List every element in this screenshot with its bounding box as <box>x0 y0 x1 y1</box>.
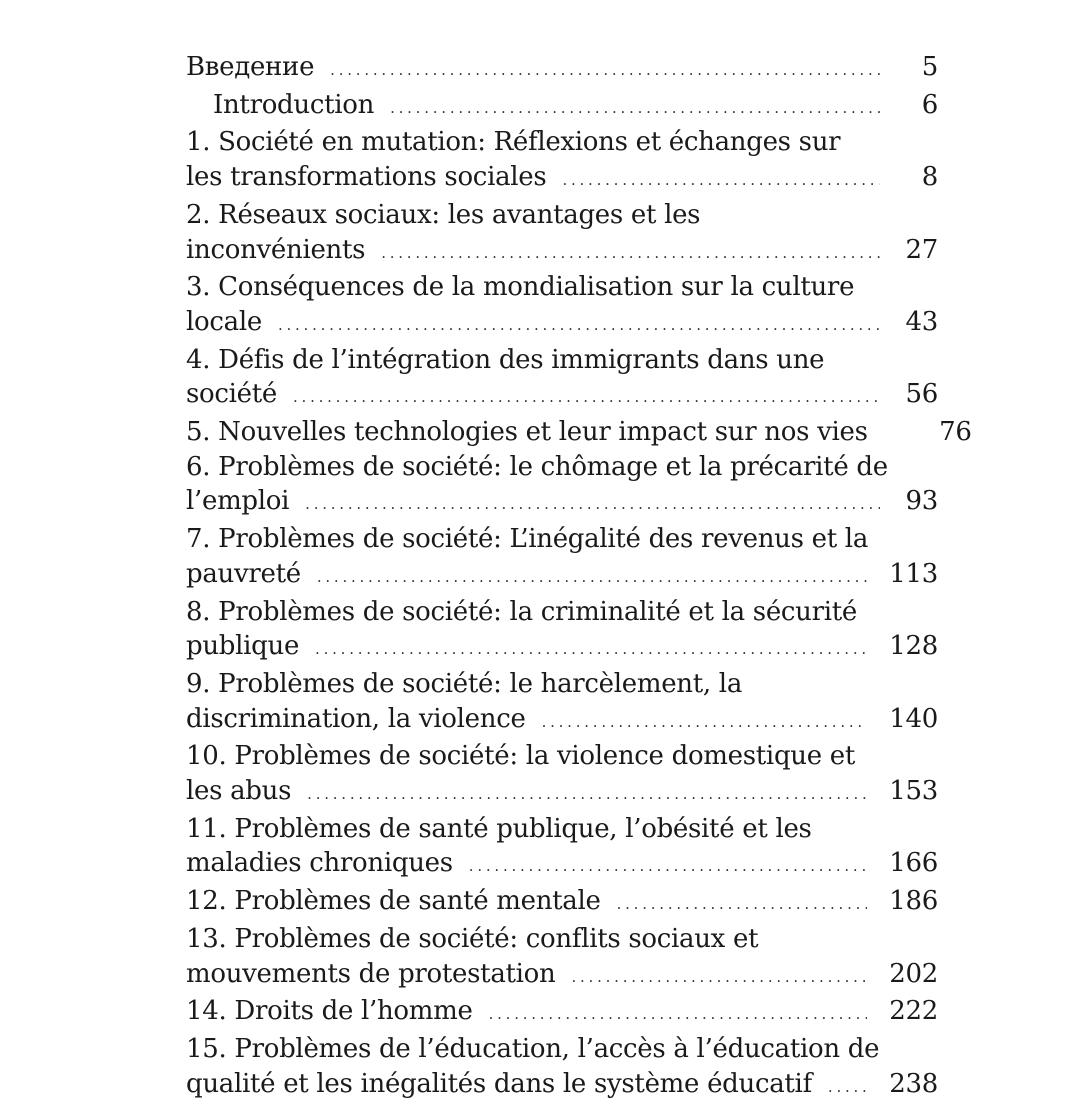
toc-entry-title-line: les transformations sociales <box>186 162 547 193</box>
dot-leader <box>562 163 880 198</box>
toc-entry[interactable] <box>186 88 938 126</box>
toc-entry-row <box>186 702 938 740</box>
toc-entry-title-line: 13. Problèmes de société: conflits sociaux et <box>186 923 759 954</box>
toc-entry-row <box>186 884 938 922</box>
toc-entry-title-line: inconvénients <box>186 234 366 265</box>
toc-entry[interactable] <box>186 198 938 270</box>
toc-entry-row <box>186 1067 938 1104</box>
toc-entry-title-line: 3. Conséquences de la mondialisation sur la culture <box>186 272 855 303</box>
toc-page-number: 27 <box>905 234 938 265</box>
toc-entry[interactable] <box>186 343 938 415</box>
toc-entry-title-line: locale <box>186 306 262 337</box>
dot-leader <box>315 632 867 667</box>
toc-entry-title-line: maladies chroniques <box>186 848 453 879</box>
toc-page-number: 128 <box>889 631 938 662</box>
toc-entry-row <box>186 484 938 522</box>
dot-leader <box>278 308 880 343</box>
toc-entry-row <box>186 88 938 126</box>
toc-entry-row <box>186 377 938 415</box>
toc-page-number: 140 <box>889 703 938 734</box>
toc-entry-row <box>186 305 938 343</box>
toc-entry-title-line: 10. Problèmes de société: la violence domestique et <box>186 741 856 772</box>
toc-entry-title-line: publique <box>186 631 300 662</box>
dot-leader <box>542 705 868 740</box>
dot-leader <box>330 53 880 88</box>
toc-entry-title-line: 15. Problèmes de l’éducation, l’accès à l’éducation de <box>186 1033 880 1064</box>
toc-entry[interactable] <box>186 1032 938 1104</box>
toc-entry[interactable] <box>186 884 938 922</box>
toc-entry-row <box>186 846 938 884</box>
toc-entry[interactable] <box>186 667 938 739</box>
toc-entry-title-line: Введение <box>186 52 315 82</box>
toc-entry[interactable] <box>186 522 938 594</box>
toc-entry-title-line: 14. Droits de l’homme <box>186 996 473 1027</box>
dot-leader <box>571 960 867 995</box>
toc-entry-title-line: Introduction <box>213 89 375 120</box>
toc-entry-row <box>186 629 938 667</box>
toc-entry[interactable] <box>186 739 938 811</box>
toc-page-number: 153 <box>889 776 938 807</box>
toc-page-number: 238 <box>889 1068 938 1099</box>
toc-entry[interactable] <box>186 50 938 88</box>
toc-page-number: 76 <box>939 417 972 448</box>
toc-page-number: 6 <box>921 89 938 120</box>
toc-entry[interactable] <box>186 125 938 197</box>
toc-page-number: 8 <box>921 162 938 193</box>
toc-entry[interactable] <box>186 922 938 994</box>
toc-entry-title-line: les abus <box>186 776 292 807</box>
toc-page-number: 202 <box>889 958 938 989</box>
dot-leader <box>828 1070 867 1104</box>
dot-leader <box>307 777 867 812</box>
dot-leader <box>469 849 867 884</box>
toc-entry-title-line: l’emploi <box>186 486 290 517</box>
toc-entry-row <box>186 994 938 1032</box>
toc-entry-title-line: pauvreté <box>186 558 301 589</box>
toc-page-number: 43 <box>905 306 938 337</box>
toc-entry-row <box>186 50 938 88</box>
toc-entry[interactable] <box>186 270 938 342</box>
toc-entry-title-line: 11. Problèmes de santé publique, l’obésité et les <box>186 813 812 844</box>
toc-entry-title-line: 7. Problèmes de société: L’inégalité des revenus et la <box>186 524 869 555</box>
toc-entry-title-line: 1. Société en mutation: Réflexions et échanges sur <box>186 127 841 158</box>
toc-entry-title-line: 4. Défis de l’intégration des immigrants dans une <box>186 344 825 375</box>
dot-leader <box>390 91 880 126</box>
toc-entry[interactable] <box>186 994 938 1032</box>
toc-entry[interactable] <box>186 812 938 884</box>
toc-entry-row <box>186 957 938 995</box>
dot-leader <box>381 236 880 271</box>
toc-page-number: 93 <box>905 486 938 517</box>
dot-leader <box>317 560 867 595</box>
toc-page-number: 166 <box>889 848 938 879</box>
toc-page-number: 56 <box>905 379 938 410</box>
toc-page-number: 5 <box>921 52 938 82</box>
toc-entry-row <box>186 774 938 812</box>
toc-page-number: 222 <box>889 996 938 1027</box>
toc-entry-title-line: 2. Réseaux sociaux: les avantages et les <box>186 199 701 230</box>
toc-entry-title-line: société <box>186 379 277 410</box>
toc-entry-title-line: 6. Problèmes de société: le chômage et la précarité de <box>186 451 888 482</box>
toc-entry-title-line: qualité et les inégalités dans le système éducatif <box>186 1068 812 1099</box>
toc-entry[interactable] <box>186 595 938 667</box>
toc-entry-row <box>186 160 938 198</box>
toc-entry-row <box>186 233 938 271</box>
toc-entry[interactable] <box>186 415 972 450</box>
toc-page-number: 186 <box>889 886 938 917</box>
toc-entry-title-line: 8. Problèmes de société: la criminalité et la sécurité <box>186 596 857 627</box>
toc-entry-row <box>186 557 938 595</box>
toc-entry-title-line: 12. Problèmes de santé mentale <box>186 886 601 917</box>
toc-entry-title-line: mouvements de protestation <box>186 958 556 989</box>
toc-entry-row <box>186 415 972 450</box>
dot-leader <box>293 380 880 415</box>
toc-entry-title-line: 9. Problèmes de société: le harcèlement, la <box>186 668 743 699</box>
dot-leader <box>617 887 868 922</box>
toc-page-number: 113 <box>889 558 938 589</box>
dot-leader <box>305 487 880 522</box>
toc-entry[interactable] <box>186 450 938 522</box>
dot-leader <box>489 997 868 1032</box>
toc-entry-title-line: 5. Nouvelles technologies et leur impact sur nos vies <box>186 417 868 448</box>
toc-entry-title-line: discrimination, la violence <box>186 703 526 734</box>
table-of-contents <box>186 50 972 1104</box>
